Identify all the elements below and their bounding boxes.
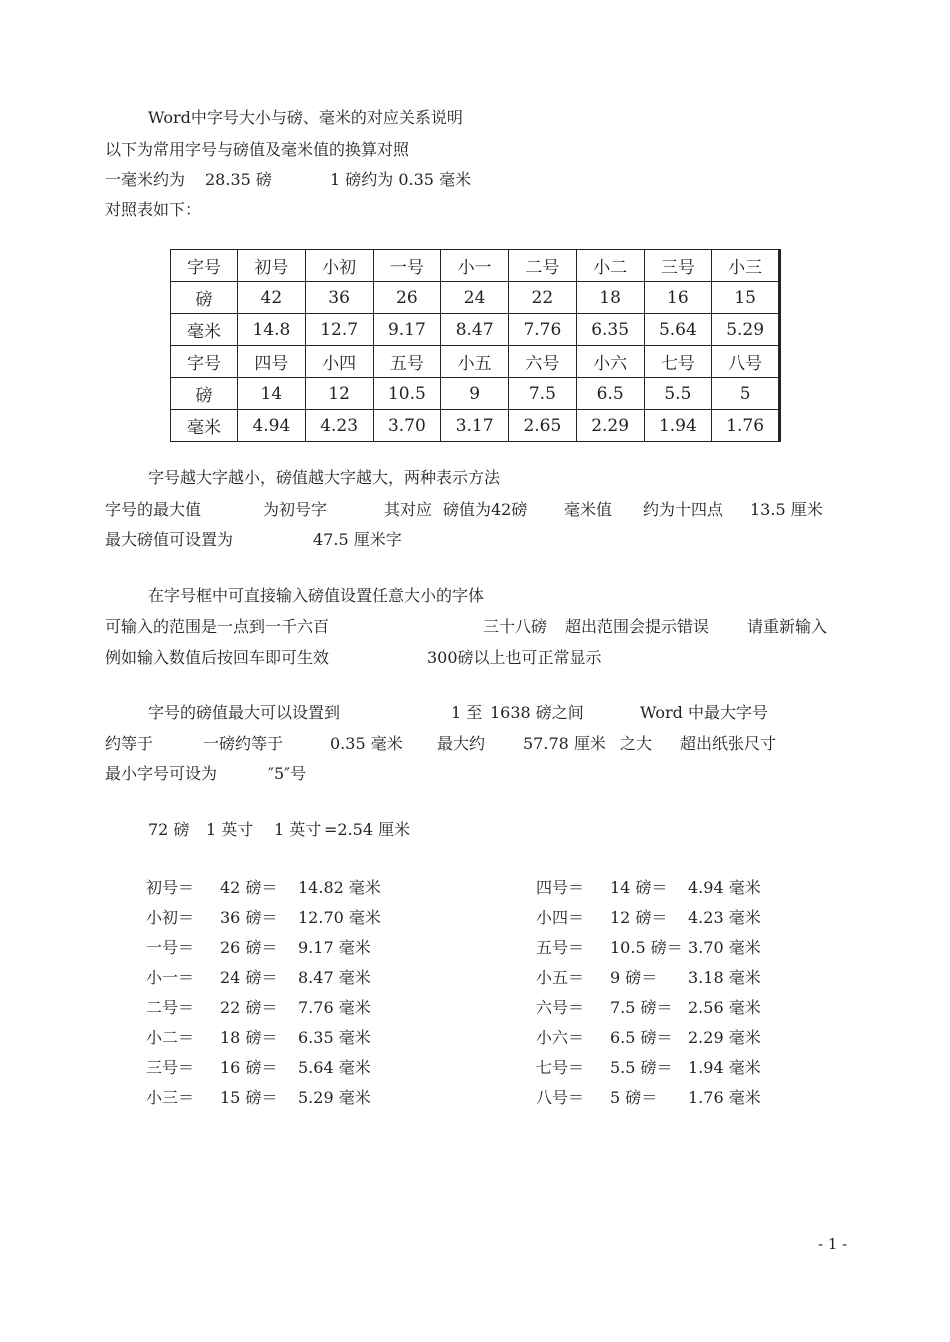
table-row [171,346,780,378]
list-size-name: 四号＝ [536,878,585,897]
list-size-name: 初号＝ [146,878,195,897]
table-row [171,314,780,346]
conversion-b: 1 英寸 [206,820,254,839]
table-cell: 12 [305,378,373,410]
conversion-d: =2.54 厘米 [324,820,411,839]
table-cell: 3.70 [373,410,441,442]
table-cell: 12.7 [305,314,373,346]
list-points: 9 磅＝ [610,968,658,987]
list-points: 16 磅＝ [220,1058,278,1077]
table-cell: 小四 [305,346,373,378]
list-points: 15 磅＝ [220,1088,278,1107]
table-cell: 9 [441,378,509,410]
intro-line-3b: 28.35 磅 [205,170,272,189]
table-cell: 6.35 [576,314,644,346]
table-cell: 36 [305,282,373,314]
table-cell: 四号 [238,346,306,378]
table-cell: 五号 [373,346,441,378]
table-cell: 15 [712,282,780,314]
table-cell: 小三 [712,250,780,282]
table-row [171,282,780,314]
para3-l2-seg-4: 最大约 [437,734,486,753]
table-cell: 22 [509,282,577,314]
page-number: - 1 - [818,1235,848,1253]
para2-line-3a: 例如输入数值后按回车即可生效 [105,648,330,667]
list-points: 5 磅＝ [610,1088,658,1107]
table-cell: 2.65 [509,410,577,442]
table-row [171,378,780,410]
list-points: 12 磅＝ [610,908,668,927]
para1-seg-2: 为初号字 [263,500,328,519]
para2-seg-2: 三十八磅 [483,617,548,636]
table-cell: 14 [238,378,306,410]
para1-seg-7: 13.5 厘米 [750,500,823,519]
table-row-header: 磅 [171,378,238,410]
table-row [171,250,780,282]
table-row-header: 字号 [171,250,238,282]
table-cell: 5 [712,378,780,410]
table-cell: 三号 [644,250,712,282]
list-mm: 2.29 毫米 [688,1028,761,1047]
table-cell: 七号 [644,346,712,378]
para3-seg-1: 字号的磅值最大可以设置到 [148,703,341,722]
table-cell: 6.5 [576,378,644,410]
table-cell: 小一 [441,250,509,282]
list-mm: 3.70 毫米 [688,938,761,957]
table-row [171,410,780,442]
para3-l2-seg-2: 一磅约等于 [203,734,284,753]
list-mm: 4.23 毫米 [688,908,761,927]
intro-line-3a: 一毫米约为 [105,170,186,189]
list-size-name: 一号＝ [146,938,195,957]
table-cell: 4.94 [238,410,306,442]
table-cell: 16 [644,282,712,314]
table-row-header: 磅 [171,282,238,314]
para2-seg-1: 可输入的范围是一点到一千六百 [105,617,330,636]
para3-l2-seg-6: 之大 [620,734,653,753]
para2-seg-4: 请重新输入 [747,617,828,636]
para2-line-3b: 300磅以上也可正常显示 [427,648,602,667]
list-points: 24 磅＝ [220,968,278,987]
list-size-name: 五号＝ [536,938,585,957]
para3-l2-seg-3: 0.35 毫米 [330,734,403,753]
para2-line-1: 在字号框中可直接输入磅值设置任意大小的字体 [148,586,485,605]
table-cell: 5.64 [644,314,712,346]
list-points: 18 磅＝ [220,1028,278,1047]
table-row-header: 毫米 [171,410,238,442]
list-mm: 4.94 毫米 [688,878,761,897]
para1-line-3b: 47.5 厘米字 [313,530,402,549]
para3-line-3a: 最小字号可设为 [105,764,218,783]
list-points: 26 磅＝ [220,938,278,957]
list-size-name: 小六＝ [536,1028,585,1047]
table-cell: 3.17 [441,410,509,442]
list-size-name: 七号＝ [536,1058,585,1077]
list-points: 14 磅＝ [610,878,668,897]
table-row-header: 字号 [171,346,238,378]
list-size-name: 八号＝ [536,1088,585,1107]
table-cell: 24 [441,282,509,314]
list-mm: 7.76 毫米 [298,998,371,1017]
list-size-name: 六号＝ [536,998,585,1017]
table-cell: 7.76 [509,314,577,346]
list-mm: 5.64 毫米 [298,1058,371,1077]
table-cell: 7.5 [509,378,577,410]
list-mm: 8.47 毫米 [298,968,371,987]
table-cell: 1.76 [712,410,780,442]
table-cell: 9.17 [373,314,441,346]
table-cell: 二号 [509,250,577,282]
para1-seg-5: 毫米值 [564,500,613,519]
table-cell: 2.29 [576,410,644,442]
list-mm: 9.17 毫米 [298,938,371,957]
table-cell: 5.5 [644,378,712,410]
list-points: 6.5 磅＝ [610,1028,673,1047]
para1-seg-4: 磅值为42磅 [443,500,528,519]
table-cell: 5.29 [712,314,780,346]
table-cell: 1.94 [644,410,712,442]
list-size-name: 小五＝ [536,968,585,987]
table-cell: 42 [238,282,306,314]
table-cell: 14.8 [238,314,306,346]
para3-l2-seg-7: 超出纸张尺寸 [680,734,777,753]
para3-seg-2: 1 至 [451,703,483,722]
table-cell: 26 [373,282,441,314]
table-cell: 初号 [238,250,306,282]
font-size-table [170,249,781,442]
list-points: 22 磅＝ [220,998,278,1017]
para1-seg-6: 约为十四点 [643,500,724,519]
table-cell: 六号 [509,346,577,378]
para1-seg-3: 其对应 [384,500,433,519]
list-size-name: 小四＝ [536,908,585,927]
para1-line-1: 字号越大字越小，磅值越大字越大，两种表示方法 [148,468,501,487]
list-points: 5.5 磅＝ [610,1058,673,1077]
intro-line-4: 对照表如下： [105,200,202,219]
list-size-name: 三号＝ [146,1058,195,1077]
list-mm: 6.35 毫米 [298,1028,371,1047]
table-row-header: 毫米 [171,314,238,346]
list-size-name: 小初＝ [146,908,195,927]
list-mm: 5.29 毫米 [298,1088,371,1107]
para3-l2-seg-5: 57.78 厘米 [523,734,606,753]
list-points: 36 磅＝ [220,908,278,927]
para2-seg-3: 超出范围会提示错误 [565,617,710,636]
list-mm: 2.56 毫米 [688,998,761,1017]
table-cell: 4.23 [305,410,373,442]
list-points: 42 磅＝ [220,878,278,897]
table-cell: 18 [576,282,644,314]
conversion-a: 72 磅 [148,820,190,839]
list-mm: 12.70 毫米 [298,908,381,927]
table-cell: 小六 [576,346,644,378]
intro-line-3c: 1 磅约为 0.35 毫米 [330,170,472,189]
list-points: 10.5 磅＝ [610,938,683,957]
list-mm: 14.82 毫米 [298,878,381,897]
list-mm: 1.76 毫米 [688,1088,761,1107]
intro-line-2: 以下为常用字号与磅值及毫米值的换算对照 [105,140,410,159]
para3-l2-seg-1: 约等于 [105,734,154,753]
para3-seg-4: Word 中最大字号 [640,703,768,722]
para3-line-3b: ″5″号 [268,764,307,783]
table-cell: 10.5 [373,378,441,410]
list-size-name: 小一＝ [146,968,195,987]
para1-line-3a: 最大磅值可设置为 [105,530,234,549]
table-cell: 小初 [305,250,373,282]
conversion-c: 1 英寸 [274,820,322,839]
list-points: 7.5 磅＝ [610,998,673,1017]
table-cell: 小二 [576,250,644,282]
table-cell: 八号 [712,346,780,378]
list-size-name: 二号＝ [146,998,195,1017]
intro-line-1: Word中字号大小与磅、毫米的对应关系说明 [148,108,463,127]
list-size-name: 小三＝ [146,1088,195,1107]
list-size-name: 小二＝ [146,1028,195,1047]
table-cell: 8.47 [441,314,509,346]
list-mm: 3.18 毫米 [688,968,761,987]
table-cell: 一号 [373,250,441,282]
para3-seg-3: 1638 磅之间 [490,703,584,722]
table-cell: 小五 [441,346,509,378]
para1-seg-1: 字号的最大值 [105,500,202,519]
list-mm: 1.94 毫米 [688,1058,761,1077]
